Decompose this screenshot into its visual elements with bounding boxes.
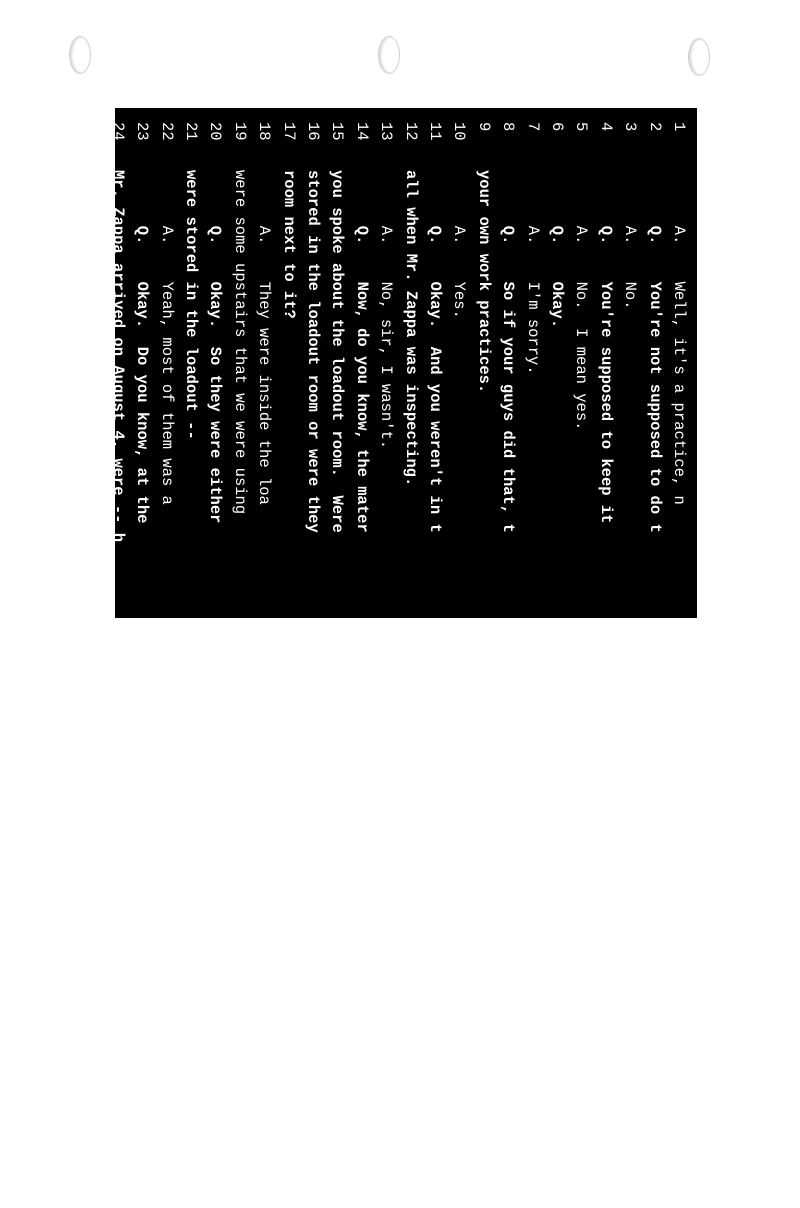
transcript-line	[324, 108, 349, 1208]
punch-hole-right	[688, 38, 710, 76]
transcript-line	[178, 108, 203, 1208]
line-number: 7	[523, 122, 542, 132]
line-number: 1	[670, 122, 688, 132]
line-number: 5	[572, 122, 591, 132]
line-number: 8	[499, 122, 518, 132]
line-text: A. No. I mean yes.	[572, 170, 591, 431]
line-text: you spoke about the loadout room. Were	[328, 170, 347, 533]
line-text: were stored in the loadout --	[182, 170, 200, 440]
line-text: your own work practices.	[474, 170, 493, 394]
line-number: 11	[426, 122, 444, 141]
line-text: A. They were inside the loa	[255, 170, 274, 505]
line-text: A. No.	[621, 170, 640, 310]
line-text: A. Yes.	[450, 170, 469, 319]
line-text: room next to it?	[279, 170, 298, 319]
transcript-line	[398, 108, 423, 1208]
transcript-line	[154, 108, 179, 1208]
transcript-line	[520, 108, 545, 1208]
line-text: Q. Okay.	[548, 170, 566, 329]
line-number: 15	[328, 122, 347, 141]
line-number: 17	[279, 122, 298, 141]
line-number: 10	[450, 122, 469, 141]
line-number: 20	[206, 122, 225, 141]
transcript-line	[544, 108, 569, 1208]
transcript-line	[617, 108, 642, 1208]
transcript-text-block	[108, 108, 697, 618]
punch-hole-center	[378, 36, 400, 74]
line-number: 16	[304, 122, 322, 141]
line-text: Q. Okay. And you weren't in t	[426, 170, 444, 533]
line-text: A. Well, it's a practice, n	[670, 170, 688, 505]
line-number: 13	[377, 122, 396, 141]
line-text: Q. You're not supposed to do t	[645, 170, 664, 533]
line-number: 4	[596, 122, 615, 132]
transcript-line	[300, 108, 325, 1208]
line-number: 24	[108, 122, 127, 141]
line-number: 6	[548, 122, 566, 132]
transcript-line	[471, 108, 496, 1208]
line-text: A. I'm sorry.	[523, 170, 542, 375]
line-number: 18	[255, 122, 274, 141]
transcript-line	[129, 108, 154, 1208]
transcript-line	[373, 108, 398, 1208]
transcript-line	[495, 108, 520, 1208]
line-number: 9	[474, 122, 493, 132]
line-number: 14	[352, 122, 371, 141]
line-number: 23	[133, 122, 152, 141]
transcript-line	[593, 108, 618, 1208]
line-number: 3	[621, 122, 640, 132]
transcript-line	[422, 108, 447, 1208]
line-number: 21	[182, 122, 200, 141]
line-text: Q. You're supposed to keep it	[596, 170, 615, 524]
transcript-line	[446, 108, 471, 1208]
transcript-line	[105, 108, 130, 1208]
punch-hole-left	[69, 36, 91, 74]
line-text: A. No, sir, I wasn't.	[377, 170, 396, 450]
line-text: Q. So if your guys did that, t	[499, 170, 518, 533]
line-number: 12	[401, 122, 420, 141]
transcript-line	[642, 108, 667, 1208]
line-text: were some upstairs that we were using	[230, 170, 249, 515]
transcript-line	[202, 108, 227, 1208]
transcript-line	[349, 108, 374, 1208]
transcript-line	[276, 108, 301, 1208]
transcript-line	[227, 108, 252, 1208]
line-text: Q. Okay. So they were either	[206, 170, 225, 524]
transcript-page-scan	[108, 108, 697, 618]
line-number: 2	[645, 122, 664, 132]
line-number: 19	[230, 122, 249, 141]
line-text: Q. Now, do you know, the mater	[352, 170, 371, 533]
line-text: all when Mr. Zappa was inspecting.	[401, 170, 420, 487]
line-number: 22	[157, 122, 176, 141]
line-text: Mr. Zappa arrived on August 4, were -- h	[108, 170, 127, 543]
transcript-line	[251, 108, 276, 1208]
transcript-line	[568, 108, 593, 1208]
line-text: A. Yeah, most of them was a	[157, 170, 176, 505]
transcript-line	[666, 108, 691, 1208]
line-text: stored in the loadout room or were they	[304, 170, 322, 533]
line-text: Q. Okay. Do you know, at the	[133, 170, 152, 524]
